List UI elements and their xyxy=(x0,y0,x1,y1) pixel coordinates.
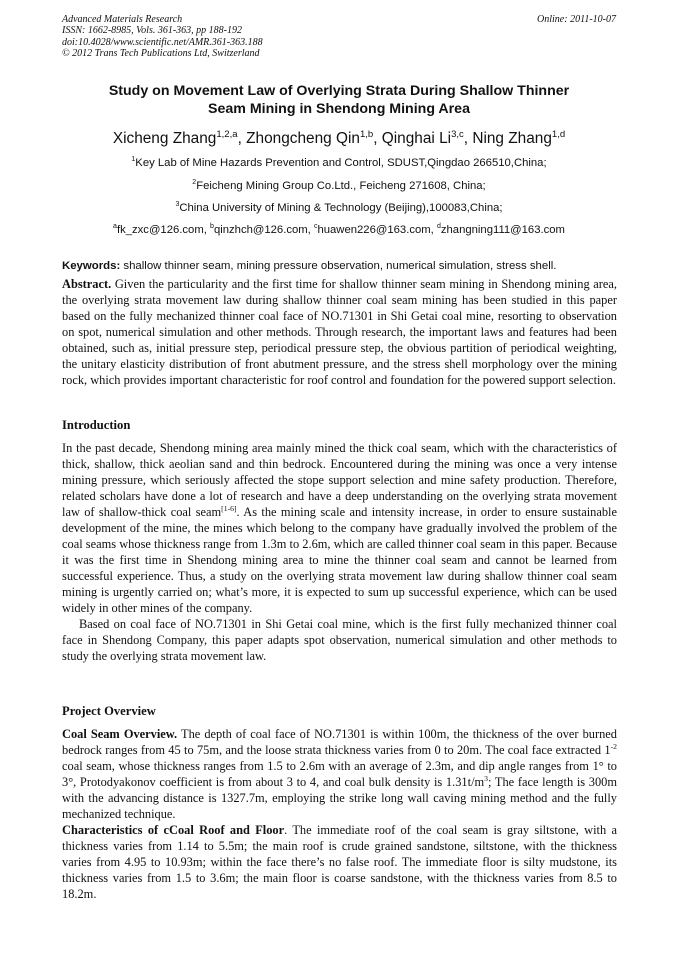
author-name: Qinghai Li xyxy=(381,130,452,147)
abstract-label: Abstract. xyxy=(62,277,112,291)
coal-seam-label: Coal Seam Overview. xyxy=(62,727,178,741)
online-date: Online: 2011-10-07 xyxy=(537,14,616,25)
introduction-heading: Introduction xyxy=(62,418,131,432)
keywords xyxy=(62,259,622,273)
author-name: Xicheng Zhang xyxy=(112,130,217,147)
introduction-body xyxy=(62,440,617,664)
intro-paragraph-1: In the past decade, Shendong mining area mainly mined the thick coal seam, which with the characteristics of thick, shallow, thick aeolian sand and thin bedrock. Encountered during the mining was once a very intense mining pressure, which seriously affected the stope support selection and mine safety production. Therefore, related scholars have done a lot of research and have a deep understanding on the overlying strata movement law of shallow-thick coal seam[1-6]. As the mining scale and intensity increase, in order to ensure sustainable development of the mine, the mines which belong to the company have gradually involved the problem of the coal seams whose thickness range from 1.3m to 2.6m, which are called thinner coal seam in this paper. Because it was the first time in Shendong mining area to mine the thinner coal seam and cannot be learned from successful experience. Thus, a study on the overlying strata movement law during shallow thinner coal seam mining is urgently carried on; what’s more, it is expected to sum up successful experience, which can be used widely in other mines of the company. xyxy=(62,441,617,615)
coal-seam-paragraph: Coal Seam Overview. The depth of coal face of NO.71301 is within 100m, the thickness of the over burned bedrock ranges from 45 to 75m, and the loose strata thickness varies from 0 to 20m. The coal face extracted $1^{-2}$ coal seam, whose thickness ranges from 1.5 to 2.6m with an average of 2.3m, and dip angle ranges from 1° to 3°, Protodyakonov coefficient is from about 3 to 4, and coal bulk density is $1.31t/m^3$; The face length is 300m with the advancing distance is 1327.7m, employing the strike long wall caving mining method and the fully mechanized technique. xyxy=(62,727,617,821)
paper-title xyxy=(40,83,638,118)
copyright-line: © 2012 Trans Tech Publications Ltd, Switzerland xyxy=(62,47,260,59)
title-line-2: Seam Mining in Shendong Mining Area xyxy=(208,100,470,117)
keywords-label: Keywords: xyxy=(62,260,121,272)
author-sup: 1,d xyxy=(551,128,566,140)
roof-floor-paragraph: Characteristics of cCoal Roof and Floor. The immediate roof of the coal seam is gray siltstone, with a thickness varies from 1.14 to 5.5m; the main roof is crude grained sandstone, siltstone, with the thickness varies from 4.95 to 10.93m; within the face there’s no false roof. The immediate floor is silty mudstone, its thickness varies from 1.5 to 3.6m; the main floor is coarse sandstone, with the thickness varies from 8.5 to 18.2m. xyxy=(62,823,618,901)
project-overview-heading: Project Overview xyxy=(62,704,156,718)
affiliation-3: $^3$China University of Mining & Technology (Beijing),100083,China; xyxy=(175,201,503,214)
journal-header xyxy=(62,14,616,59)
affiliation-1: $^1$Key Lab of Mine Hazards Prevention and Control, SDUST,Qingdao 266510,China; xyxy=(131,156,547,169)
author-name: Ning Zhang xyxy=(472,130,552,147)
email-link[interactable]: zhangning111@163.com xyxy=(440,224,565,236)
title-line-1: Study on Movement Law of Overlying Strata During Shallow Thinner xyxy=(108,83,570,99)
affiliation-2: $^2$Feicheng Mining Group Co.Ltd., Feicheng 271608, China; xyxy=(192,179,486,192)
author-sup: 1,b xyxy=(359,128,374,140)
issn-line: ISSN: 1662-8985, Vols. 361-363, pp 188-192 xyxy=(62,25,242,37)
keywords-text: shallow thinner seam, mining pressure observation, numerical simulation, stress shell. xyxy=(123,260,557,272)
email-link[interactable]: qinzhch@126.com, xyxy=(213,224,314,236)
roof-floor-label: Characteristics of cCoal Roof and Floor xyxy=(62,823,285,837)
email-link[interactable]: fk_zxc@126.com, xyxy=(116,224,211,236)
author-name: Zhongcheng Qin xyxy=(246,130,360,147)
author-list: Xicheng Zhang$^{1,2,a}$, Zhongcheng Qin$^{1,b}$, Qinghai Li$^{3,c}$, Ning Zhang$^{1,d}$ xyxy=(112,128,566,147)
abstract xyxy=(62,276,617,388)
abstract-text: Given the particularity and the first time for shallow thinner seam mining in Shendong mining area, the overlying strata movement law during shallow thinner coal seam mining has been studied in this paper based on the fully mechanized thinner coal face of NO.71301 in Shi Getai coal mine, resorting to observation on spot, numerical simulation and other methods. Through research, the important laws and features had been obtained, such as, initial pressure step, periodical pressure step, the obvious partition of periodical weighting, the unitary elasticity distribution of front abutment pressure, and the stress shell morphology over the mining rock, which provides important characteristic for roof control and foundation for the powered support selection. xyxy=(62,277,617,387)
project-overview-body xyxy=(62,726,617,902)
author-sup: 1,2,a xyxy=(216,128,238,140)
citation-ref[interactable]: [1-6] xyxy=(221,503,237,513)
email-list: $^a$fk_zxc@126.com, $^b$qinzhch@126.com, $^c$huawen226@163.com, $^d$zhangning111@163.com xyxy=(113,223,565,236)
email-link[interactable]: huawen226@163.com, xyxy=(317,224,437,236)
intro-paragraph-2: Based on coal face of NO.71301 in Shi Getai coal mine, which is the first fully mechanized thinner coal face in Shendong Company, this paper adapts spot observation, numerical simulation and other methods to study the overlying strata movement law. xyxy=(62,617,617,663)
doi-line: doi:10.4028/www.scientific.net/AMR.361-363.188 xyxy=(62,36,263,48)
journal-name: Advanced Materials Research xyxy=(62,14,183,25)
author-sup: 3,c xyxy=(451,128,464,140)
